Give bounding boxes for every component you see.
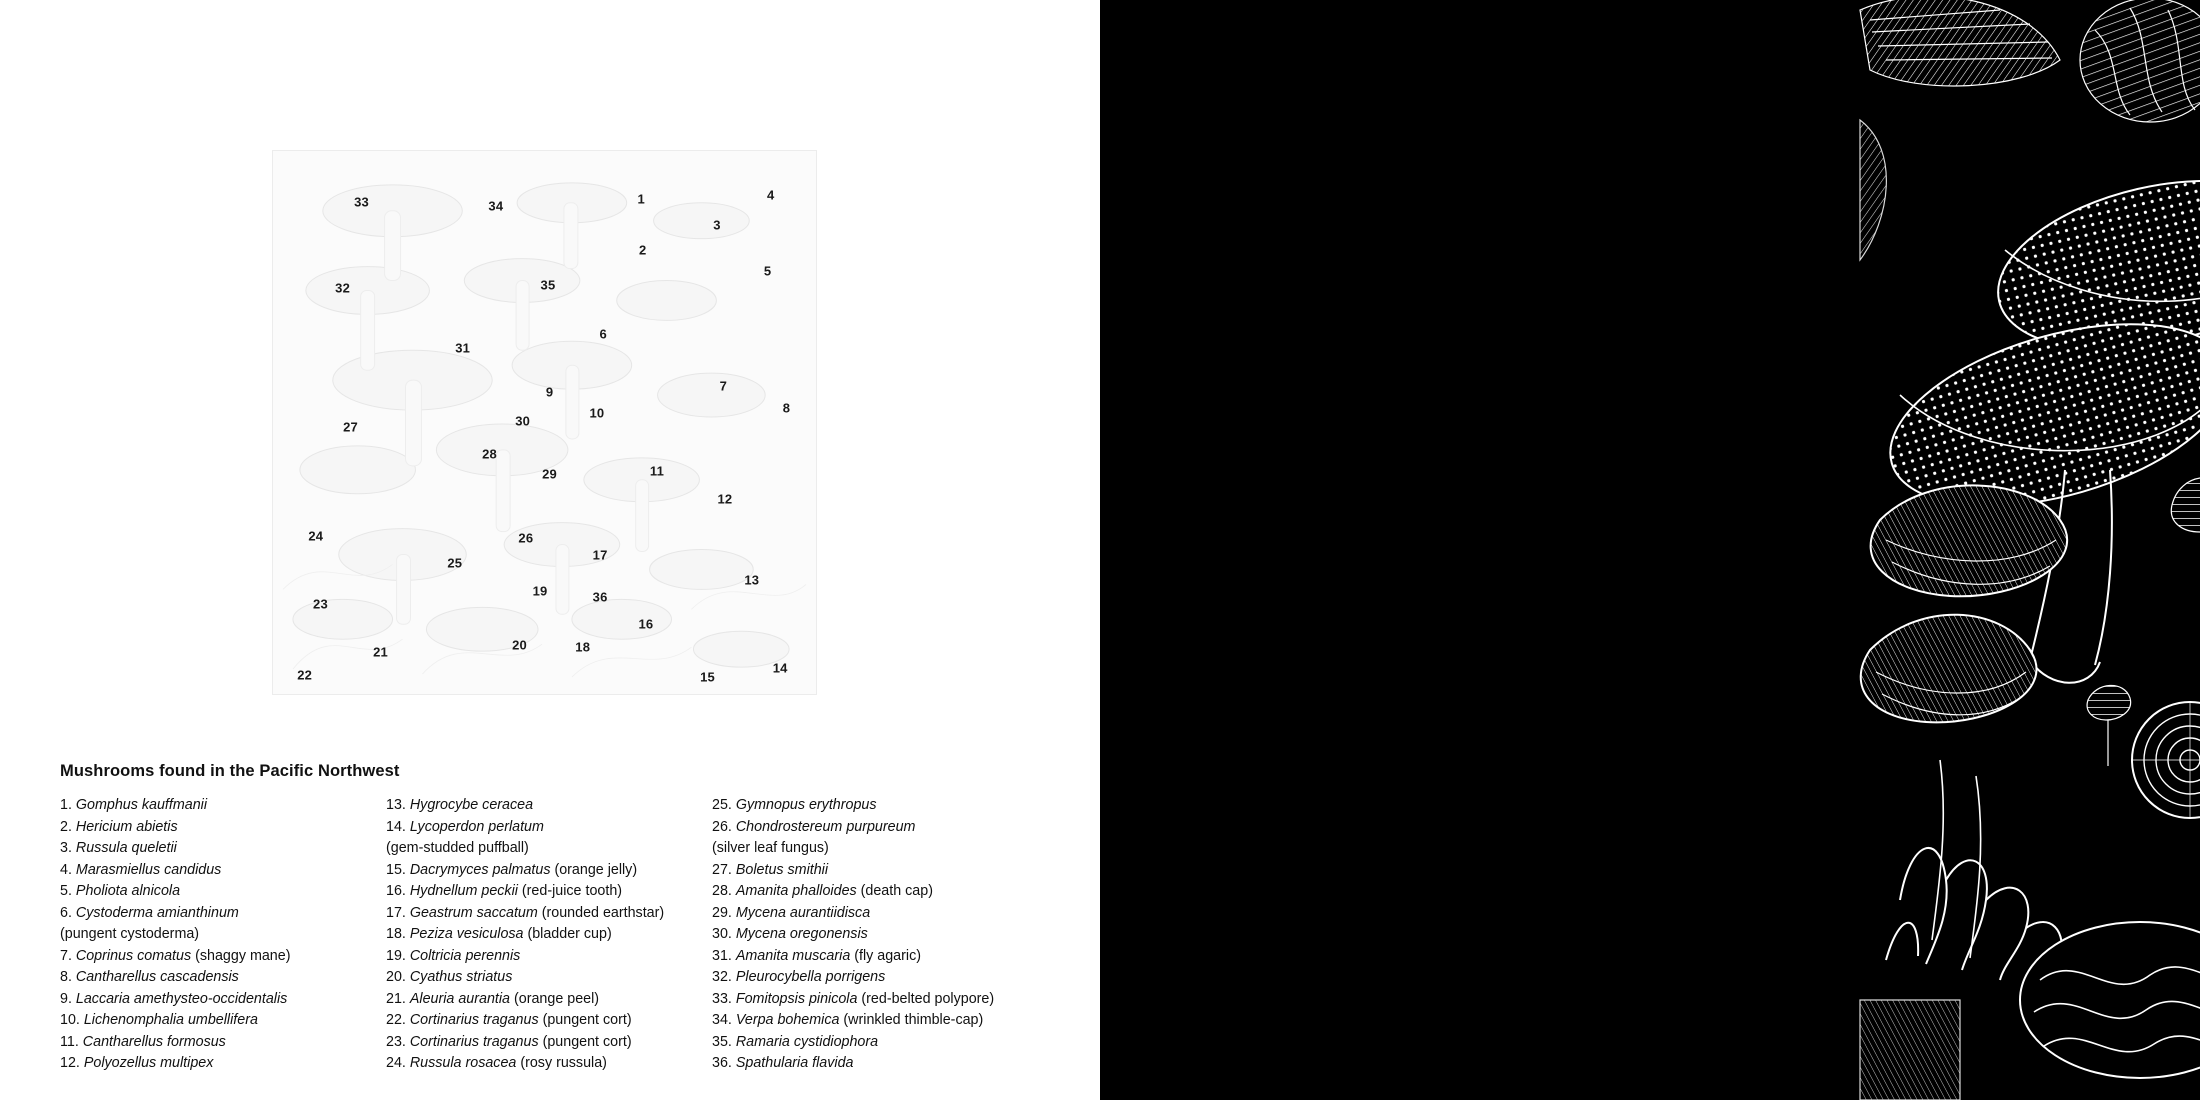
legend-item-index: 27.	[712, 861, 736, 878]
legend-item	[386, 817, 712, 839]
legend-item-latin-name: Hydnellum peckii	[409, 883, 518, 899]
legend-item-latin-name: Cantharellus cascadensis	[75, 969, 239, 985]
legend-item	[712, 967, 1038, 989]
map-number-33: 33	[354, 194, 369, 210]
legend-item-common-name: (red-juice tooth)	[517, 883, 623, 899]
map-number-36: 36	[592, 589, 608, 605]
legend-item	[712, 795, 1038, 817]
map-number-14: 14	[772, 660, 788, 676]
legend-item	[712, 1053, 1038, 1075]
map-number-15: 15	[700, 669, 715, 685]
legend-item-common-name: (wrinkled thimble-cap)	[839, 1012, 984, 1028]
map-number-35: 35	[540, 277, 556, 293]
map-number-16: 16	[638, 616, 654, 632]
legend-item-latin-name: Verpa bohemica	[735, 1012, 840, 1028]
legend-item-latin-name: Coprinus comatus	[75, 947, 192, 964]
legend-item	[60, 989, 386, 1011]
legend-item-common-name: (orange jelly)	[550, 861, 638, 878]
legend-item	[60, 924, 386, 946]
legend-item-common-name: (red-belted polypore)	[857, 990, 995, 1007]
map-number-12: 12	[717, 491, 733, 507]
legend-item-index: 23.	[386, 1033, 410, 1050]
legend-item-common-name: (death cap)	[856, 883, 933, 899]
legend-item-index: 25.	[712, 797, 736, 813]
legend-item	[60, 903, 386, 925]
legend-item-index: 17.	[386, 904, 410, 921]
legend-item-index: 29.	[712, 904, 736, 921]
map-number-26: 26	[518, 530, 534, 546]
legend-column-2	[386, 795, 712, 1075]
map-number-25: 25	[447, 555, 463, 571]
legend-item-index: 20.	[386, 969, 410, 985]
legend-item-latin-name: Polyozellus multipex	[83, 1055, 214, 1071]
legend-item-index: 31.	[712, 947, 736, 964]
legend-item	[712, 924, 1038, 946]
legend-columns	[60, 795, 1040, 1075]
legend-item	[60, 946, 386, 968]
legend-item-index: 15.	[386, 861, 410, 878]
legend-item-latin-name: Hygrocybe ceracea	[409, 797, 534, 813]
legend-item-index: 7.	[60, 947, 76, 964]
legend-item-index: 11.	[60, 1033, 83, 1050]
legend-item-latin-name: Boletus smithii	[735, 861, 829, 878]
map-number-20: 20	[512, 637, 527, 652]
legend-item-index: 35.	[712, 1033, 736, 1050]
artwork-panel	[1100, 0, 2200, 1100]
legend-item-common-name: (pungent cystoderma)	[60, 926, 200, 942]
legend-item-latin-name: Ramaria cystidiophora	[735, 1033, 879, 1050]
legend-item-latin-name: Chondrostereum purpureum	[735, 818, 916, 835]
legend-item	[386, 1053, 712, 1075]
legend-item	[712, 860, 1038, 882]
map-number-3: 3	[713, 217, 721, 233]
legend-item	[386, 1032, 712, 1054]
legend-item-latin-name: Lycoperdon perlatum	[409, 818, 544, 835]
legend-item-latin-name: Amanita phalloides	[735, 883, 857, 899]
map-number-17: 17	[592, 547, 608, 563]
legend-item-index: 10.	[60, 1012, 84, 1028]
map-number-19: 19	[532, 583, 548, 599]
legend-item-index: 22.	[386, 1012, 410, 1028]
map-number-10: 10	[589, 405, 605, 421]
legend-item	[60, 817, 386, 839]
legend-item-latin-name: Fomitopsis pinicola	[735, 990, 858, 1007]
map-number-1: 1	[637, 191, 645, 207]
artwork-caption	[1108, 1085, 1259, 1096]
legend-item	[386, 838, 712, 860]
legend-title: Mushrooms found in the Pacific Northwest	[60, 762, 400, 780]
legend-item	[60, 860, 386, 882]
map-number-8: 8	[782, 400, 791, 416]
legend-item-index: 4.	[60, 861, 76, 878]
map-number-7: 7	[719, 378, 728, 394]
map-number-21: 21	[373, 644, 388, 659]
map-number-13: 13	[744, 572, 760, 588]
legend-item-index: 26.	[712, 818, 736, 835]
legend-item-latin-name: Pholiota alnicola	[75, 883, 181, 899]
legend-item	[60, 838, 386, 860]
map-number-6: 6	[599, 326, 607, 342]
legend-item-latin-name: Gomphus kauffmanii	[75, 797, 208, 813]
map-number-9: 9	[545, 384, 554, 400]
legend-item	[386, 860, 712, 882]
legend-item-latin-name: Gymnopus erythropus	[735, 797, 877, 813]
map-number-2: 2	[639, 242, 647, 258]
legend-item-latin-name: Laccaria amethysteo-occidentalis	[75, 990, 288, 1007]
legend-column-1	[60, 795, 386, 1075]
legend-item	[712, 1032, 1038, 1054]
legend-item-index: 8.	[60, 969, 76, 985]
legend-item-index: 5.	[60, 883, 76, 899]
legend-item-index: 12.	[60, 1055, 84, 1071]
map-number-31: 31	[455, 340, 471, 356]
legend-column-3	[712, 795, 1038, 1075]
legend-item-index: 13.	[386, 797, 410, 813]
legend-item-latin-name: Cortinarius traganus	[409, 1012, 539, 1028]
map-number-11: 11	[649, 463, 665, 479]
legend-item-common-name: (pungent cort)	[538, 1033, 632, 1050]
legend-item-index: 14.	[386, 818, 410, 835]
legend-item	[386, 881, 712, 903]
legend-item	[386, 903, 712, 925]
legend-item-latin-name: Peziza vesiculosa	[409, 926, 524, 942]
legend-item	[712, 881, 1038, 903]
legend-item	[712, 1010, 1038, 1032]
legend-item	[386, 795, 712, 817]
legend-item-common-name: (gem-studded puffball)	[386, 840, 529, 856]
legend-item-common-name: (shaggy mane)	[191, 947, 291, 964]
legend-item-index: 18.	[386, 926, 410, 942]
legend-item-index: 24.	[386, 1055, 410, 1071]
legend-item	[60, 1010, 386, 1032]
map-number-28: 28	[482, 446, 497, 462]
legend-item-latin-name: Marasmiellus candidus	[75, 861, 222, 878]
legend-item-common-name: (orange peel)	[510, 990, 600, 1007]
legend-item-index: 32.	[712, 969, 736, 985]
legend-item-latin-name: Spathularia flavida	[735, 1055, 854, 1071]
map-number-34: 34	[488, 198, 504, 214]
legend-item-latin-name: Pleurocybella porrigens	[735, 969, 886, 985]
legend-item	[712, 903, 1038, 925]
legend-item-common-name: (silver leaf fungus)	[712, 840, 829, 856]
legend-item-index: 1.	[60, 797, 76, 813]
legend-item-common-name: (bladder cup)	[523, 926, 612, 942]
legend-item-index: 16.	[386, 883, 410, 899]
legend-item	[712, 817, 1038, 839]
species-key-map	[272, 150, 817, 695]
legend-item	[60, 1053, 386, 1075]
legend-item-latin-name: Dacrymyces palmatus	[409, 861, 551, 878]
legend-item	[60, 967, 386, 989]
legend-item	[60, 881, 386, 903]
map-number-32: 32	[335, 280, 351, 296]
legend-item-index: 21.	[386, 990, 410, 1007]
legend-item	[386, 924, 712, 946]
legend-item-latin-name: Hericium abietis	[75, 818, 178, 835]
legend-item	[712, 838, 1038, 860]
mushroom-illustration	[1100, 0, 2200, 1100]
legend-item-index: 6.	[60, 904, 76, 921]
legend-item	[60, 795, 386, 817]
map-number-23: 23	[313, 596, 328, 612]
legend-item-latin-name: Cortinarius traganus	[409, 1033, 539, 1050]
map-number-27: 27	[343, 419, 358, 434]
legend-item	[386, 946, 712, 968]
map-number-5: 5	[763, 263, 772, 279]
legend-item-latin-name: Amanita muscaria	[735, 947, 851, 964]
legend-item-common-name: (pungent cort)	[538, 1012, 632, 1028]
legend-item-common-name: (rosy russula)	[516, 1055, 607, 1071]
legend-item-latin-name: Mycena oregonensis	[735, 926, 868, 942]
legend-item-index: 28.	[712, 883, 736, 899]
legend-item	[386, 967, 712, 989]
map-number-24: 24	[308, 528, 324, 543]
legend-item-index: 34.	[712, 1012, 736, 1028]
legend-item-index: 30.	[712, 926, 736, 942]
legend-item-index: 19.	[386, 947, 410, 964]
legend-item-common-name: (fly agaric)	[850, 947, 921, 964]
legend-item-index: 36.	[712, 1055, 736, 1071]
legend-item-common-name: (rounded earthstar)	[537, 904, 665, 921]
legend	[60, 762, 1040, 1075]
legend-item-latin-name: Mycena aurantiidisca	[735, 904, 871, 921]
legend-item	[386, 1010, 712, 1032]
legend-item-latin-name: Russula queletii	[75, 840, 177, 856]
map-number-18: 18	[575, 639, 591, 655]
legend-item-latin-name: Lichenomphalia umbellifera	[83, 1012, 258, 1028]
legend-item-index: 3.	[60, 840, 76, 856]
legend-item	[712, 989, 1038, 1011]
legend-item	[712, 946, 1038, 968]
legend-item-latin-name: Cyathus striatus	[409, 969, 513, 985]
legend-item-index: 33.	[712, 990, 736, 1007]
map-number-30: 30	[515, 413, 531, 429]
map-number-4: 4	[766, 187, 775, 203]
legend-item-latin-name: Coltricia perennis	[409, 947, 521, 964]
map-number-22: 22	[297, 667, 313, 683]
legend-item-latin-name: Russula rosacea	[409, 1055, 517, 1071]
legend-item-index: 9.	[60, 990, 76, 1007]
legend-item-index: 2.	[60, 818, 76, 835]
legend-item-latin-name: Geastrum saccatum	[409, 904, 538, 921]
legend-item-latin-name: Aleuria aurantia	[409, 990, 511, 1007]
legend-item-latin-name: Cystoderma amianthinum	[75, 904, 239, 921]
map-number-29: 29	[542, 466, 557, 482]
legend-item	[386, 989, 712, 1011]
legend-item-latin-name: Cantharellus formosus	[82, 1033, 226, 1050]
legend-item	[60, 1032, 386, 1054]
